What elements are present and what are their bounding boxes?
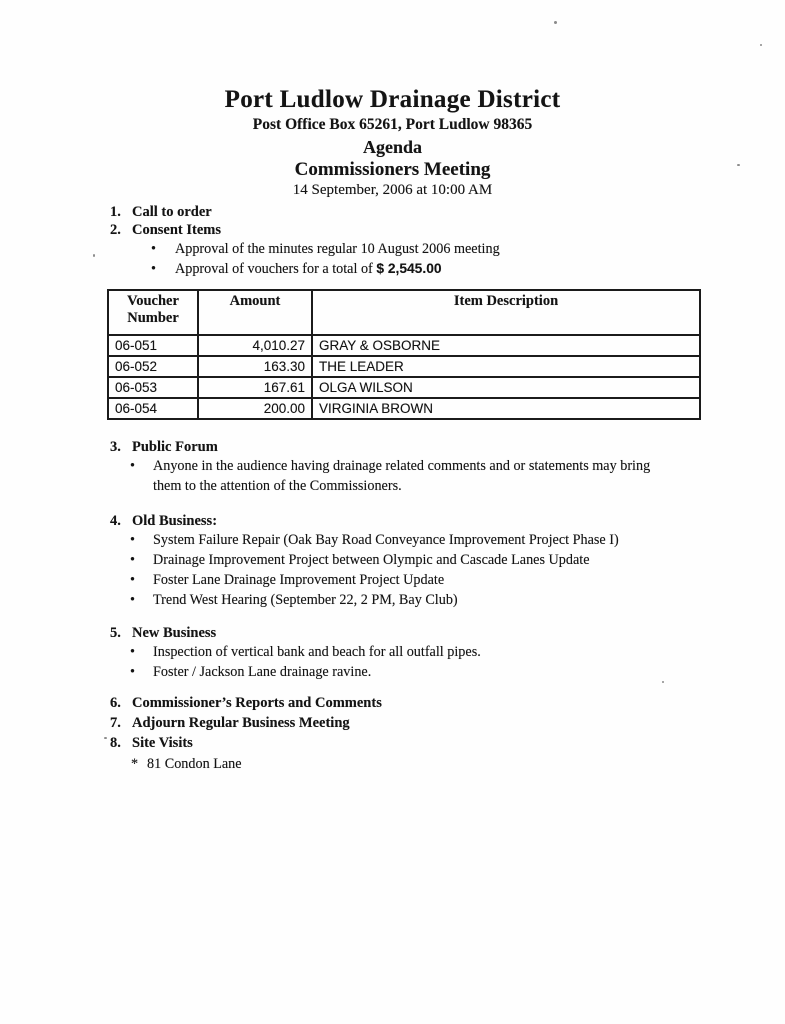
agenda-item-old-business — [110, 512, 785, 530]
item-label: Call to order — [132, 204, 212, 220]
bullet-text: Inspection of vertical bank and beach for all outfall pipes. — [153, 644, 481, 660]
item-label: Commissioner’s Reports and Comments — [132, 695, 382, 711]
voucher-number-cell: 06-054 — [108, 398, 198, 419]
voucher-number-cell: 06-052 — [108, 356, 198, 377]
bullet-text: Foster Lane Drainage Improvement Project Update — [153, 572, 445, 588]
voucher-number-header: Voucher Number — [108, 290, 198, 335]
item-label: Adjourn Regular Business Meeting — [132, 715, 350, 731]
bullet-icon: • — [130, 572, 135, 588]
item-label: Old Business: — [132, 513, 218, 529]
bullet-icon: • — [130, 644, 135, 660]
new-business-bullet-1 — [0, 642, 785, 662]
table-row — [108, 335, 700, 356]
item-description-header: Item Description — [312, 290, 700, 335]
item-label: Public Forum — [132, 439, 218, 455]
agenda-item-call-to-order — [110, 203, 785, 221]
item-label: New Business — [132, 625, 217, 641]
old-business-bullet-4 — [0, 590, 785, 610]
site-visit-address: 81 Condon Lane — [147, 756, 242, 772]
bullet-icon: • — [151, 261, 156, 277]
bullet-text: Trend West Hearing (September 22, 2 PM, Bay Club) — [153, 592, 458, 608]
agenda-item-site-visits — [110, 734, 785, 752]
amount-cell: 163.30 — [198, 356, 312, 377]
item-number: 6. — [110, 695, 121, 711]
meeting-heading: Commissioners Meeting — [294, 159, 491, 180]
agenda-item-adjourn — [110, 714, 785, 732]
scan-speck — [554, 21, 557, 24]
voucher-total-amount: $ 2,545.00 — [376, 261, 442, 276]
voucher-total-text: Approval of vouchers for a total of — [175, 261, 373, 277]
bullet-icon: • — [130, 552, 135, 568]
description-cell: GRAY & OSBORNE — [312, 335, 700, 356]
agenda-item-consent-items — [110, 221, 785, 239]
agenda-item-new-business — [110, 624, 785, 642]
amount-header: Amount — [198, 290, 312, 335]
item-number: 8. — [110, 735, 121, 751]
item-label: Site Visits — [132, 735, 193, 751]
header-row — [108, 290, 700, 335]
asterisk-icon: * — [131, 756, 139, 772]
description-cell: OLGA WILSON — [312, 377, 700, 398]
agenda-body — [0, 203, 785, 773]
bullet-icon: • — [130, 592, 135, 608]
page-title: Port Ludlow Drainage District — [224, 86, 561, 113]
bullet-text: Drainage Improvement Project between Olympic and Cascade Lanes Update — [153, 552, 590, 568]
bullet-text: Foster / Jackson Lane drainage ravine. — [153, 664, 372, 680]
voucher-table-head — [108, 290, 700, 335]
site-visit-note — [131, 755, 785, 773]
bullet-icon: • — [130, 532, 135, 548]
item-label: Consent Items — [132, 222, 222, 238]
bullet-text: System Failure Repair (Oak Bay Road Conveyance Improvement Project Phase I) — [153, 532, 619, 548]
item-number: 2. — [110, 222, 121, 238]
bullet-text — [175, 259, 442, 279]
amount-cell: 200.00 — [198, 398, 312, 419]
voucher-table-body — [108, 335, 700, 419]
po-address: Post Office Box 65261, Port Ludlow 98365 — [252, 116, 533, 133]
agenda-item-commissioners-reports — [110, 694, 785, 712]
voucher-table — [107, 289, 701, 420]
scan-speck — [760, 44, 762, 46]
table-row — [108, 377, 700, 398]
old-business-bullet-3 — [0, 570, 785, 590]
amount-cell: 4,010.27 — [198, 335, 312, 356]
description-cell: VIRGINIA BROWN — [312, 398, 700, 419]
voucher-number-cell: 06-053 — [108, 377, 198, 398]
scan-speck — [737, 164, 740, 166]
bullet-icon: • — [151, 241, 156, 257]
scan-speck — [93, 254, 95, 257]
table-row — [108, 398, 700, 419]
item-number: 7. — [110, 715, 121, 731]
meeting-datetime: 14 September, 2006 at 10:00 AM — [292, 182, 493, 198]
bullet-text: Approval of the minutes regular 10 August 2006 meeting — [175, 241, 500, 257]
table-row — [108, 356, 700, 377]
voucher-number-cell: 06-051 — [108, 335, 198, 356]
document-header — [0, 86, 785, 199]
scan-speck — [104, 737, 107, 739]
item-number: 4. — [110, 513, 121, 529]
consent-bullet-minutes — [0, 239, 785, 259]
old-business-bullet-1 — [0, 530, 785, 550]
scan-speck — [662, 681, 664, 683]
item-number: 5. — [110, 625, 121, 641]
description-cell: THE LEADER — [312, 356, 700, 377]
consent-bullet-vouchers — [0, 259, 785, 279]
bullet-icon: • — [130, 664, 135, 680]
bullet-icon: • — [130, 458, 135, 474]
public-forum-bullet — [0, 456, 785, 496]
bullet-text: Anyone in the audience having drainage related comments and or statements may bring them to the attention of the Commissioners. — [153, 458, 651, 494]
agenda-heading: Agenda — [362, 137, 422, 157]
item-number: 1. — [110, 204, 121, 220]
item-number: 3. — [110, 439, 121, 455]
agenda-item-public-forum — [110, 438, 785, 456]
amount-cell: 167.61 — [198, 377, 312, 398]
new-business-bullet-2 — [0, 662, 785, 682]
old-business-bullet-2 — [0, 550, 785, 570]
